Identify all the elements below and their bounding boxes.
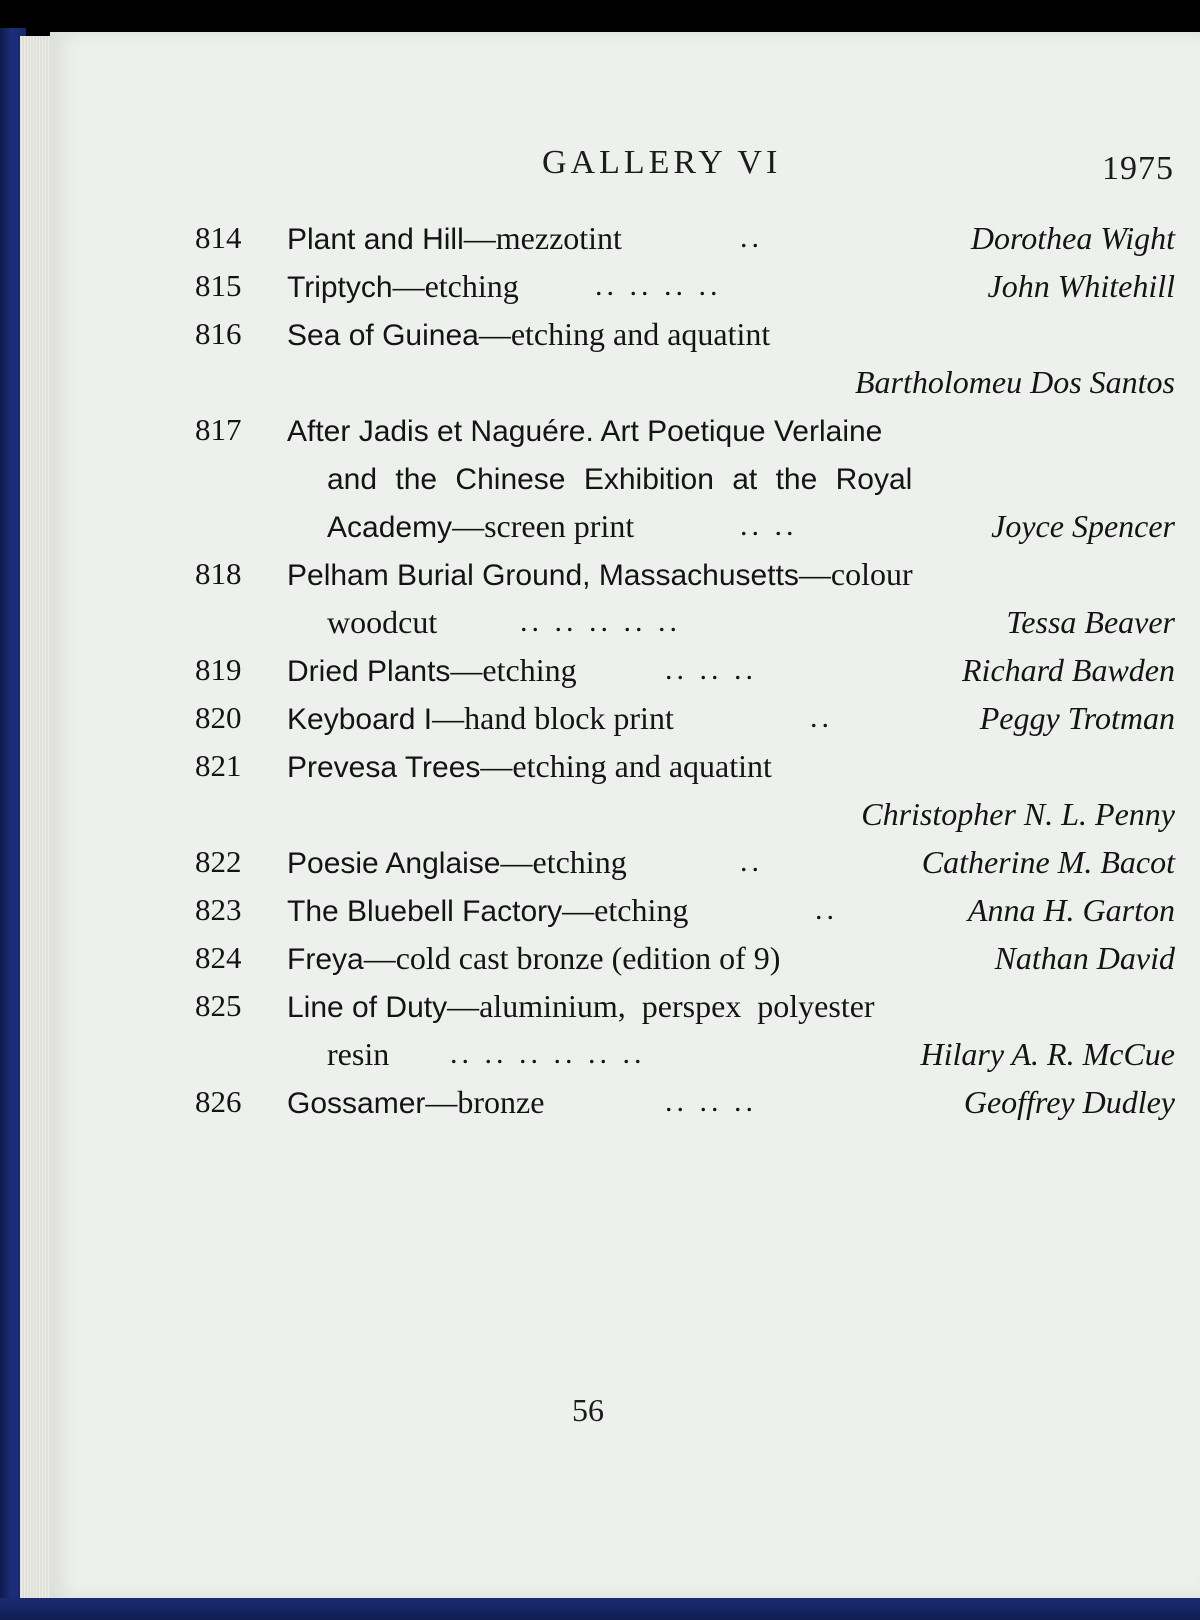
entry-artist: Nathan David xyxy=(994,940,1175,976)
leader-dots: .. .. .. .. .. xyxy=(520,605,681,638)
entry-title: Keyboard I xyxy=(287,703,433,736)
entry-title: Sea of Guinea xyxy=(287,319,479,352)
entry-artist: Dorothea Wight xyxy=(970,220,1175,256)
gallery-title: GALLERY VI xyxy=(542,144,782,181)
leader-dots: .. xyxy=(810,701,833,734)
catalogue-entry-815 xyxy=(195,262,1175,310)
entry-number: 816 xyxy=(195,316,242,351)
entry-title: Poesie Anglaise xyxy=(287,847,501,880)
catalogue-entry-823 xyxy=(195,886,1175,934)
entry-medium-continued: resin xyxy=(327,1036,390,1072)
entry-number: 819 xyxy=(195,652,242,687)
entry-artist: John Whitehill xyxy=(987,268,1175,304)
running-head xyxy=(0,144,1200,187)
catalogue-entry-824 xyxy=(195,934,1175,982)
catalogue-entry-826 xyxy=(195,1078,1175,1126)
entry-number: 821 xyxy=(195,748,242,783)
entry-artist: Joyce Spencer xyxy=(991,508,1175,544)
entry-medium-continued: woodcut xyxy=(327,604,438,640)
catalogue-entry-816 xyxy=(195,310,1175,406)
entry-title: Pelham Burial Ground, Massachusetts xyxy=(287,559,799,592)
leader-dots: .. xyxy=(740,845,763,878)
catalogue-entry-825 xyxy=(195,982,1175,1078)
catalogue-entry-821 xyxy=(195,742,1175,838)
entry-medium: —etching xyxy=(392,268,519,304)
entry-medium: —cold cast bronze (edition of 9) xyxy=(363,940,781,976)
catalogue-entry-819 xyxy=(195,646,1175,694)
entry-medium: —mezzotint xyxy=(463,220,622,256)
catalogue-entries xyxy=(195,214,1175,1126)
entry-number: 817 xyxy=(195,412,242,447)
entry-number: 815 xyxy=(195,268,242,303)
entry-title: Line of Duty xyxy=(287,991,448,1024)
leader-dots: .. xyxy=(740,221,763,254)
catalogue-entry-822 xyxy=(195,838,1175,886)
entry-title: Prevesa Trees xyxy=(287,751,481,784)
entry-medium: —etching xyxy=(500,844,627,880)
leader-dots: .. .. .. xyxy=(665,653,757,686)
catalogue-year: 1975 xyxy=(1102,150,1174,187)
entry-medium: —bronze xyxy=(425,1084,545,1120)
entry-title-line-3: Academy xyxy=(327,511,453,544)
entry-medium: —etching and aquatint xyxy=(480,748,772,784)
entry-number: 826 xyxy=(195,1084,242,1119)
entry-title: Plant and Hill xyxy=(287,223,464,256)
catalogue-entry-820 xyxy=(195,694,1175,742)
entry-number: 814 xyxy=(195,220,242,255)
page-number-text: 56 xyxy=(572,1392,604,1428)
entry-medium: —etching xyxy=(562,892,689,928)
entry-artist: Christopher N. L. Penny xyxy=(861,796,1175,832)
entry-number: 825 xyxy=(195,988,242,1023)
entry-number: 824 xyxy=(195,940,242,975)
entry-title-line-1: After Jadis et Naguére. Art Poetique Verlaine xyxy=(287,415,883,448)
leader-dots: .. .. xyxy=(740,509,798,542)
leader-dots: .. xyxy=(815,893,838,926)
entry-title: The Bluebell Factory xyxy=(287,895,563,928)
entry-medium: —etching xyxy=(450,652,577,688)
entry-artist: Peggy Trotman xyxy=(979,700,1175,736)
entry-artist: Catherine M. Bacot xyxy=(921,844,1175,880)
entry-artist: Richard Bawden xyxy=(962,652,1175,688)
entry-number: 818 xyxy=(195,556,242,591)
entry-title: Triptych xyxy=(287,271,393,304)
leader-dots: .. .. .. .. xyxy=(595,269,722,302)
catalogue-entry-818 xyxy=(195,550,1175,646)
entry-number: 820 xyxy=(195,700,242,735)
entry-number: 823 xyxy=(195,892,242,927)
entry-title: Dried Plants xyxy=(287,655,451,688)
entry-title: Gossamer xyxy=(287,1087,426,1120)
catalogue-entry-817 xyxy=(195,406,1175,550)
entry-artist: Bartholomeu Dos Santos xyxy=(855,364,1175,400)
entry-artist: Hilary A. R. McCue xyxy=(920,1036,1175,1072)
book-binding-bottom xyxy=(0,1598,1200,1620)
leader-dots: .. .. .. xyxy=(665,1085,757,1118)
entry-medium: —colour xyxy=(798,556,913,592)
entry-medium: —aluminium, perspex polyester xyxy=(447,988,875,1024)
entry-medium: —hand block print xyxy=(432,700,674,736)
entry-medium: —screen print xyxy=(452,508,635,544)
entry-number: 822 xyxy=(195,844,242,879)
entry-artist: Tessa Beaver xyxy=(1006,604,1175,640)
leader-dots: .. .. .. .. .. .. xyxy=(450,1037,646,1070)
entry-artist: Geoffrey Dudley xyxy=(963,1084,1175,1120)
entry-title: Freya xyxy=(287,943,364,976)
page-number xyxy=(0,1392,1200,1429)
entry-medium: —etching and aquatint xyxy=(478,316,771,352)
entry-artist: Anna H. Garton xyxy=(967,892,1175,928)
catalogue-entry-814 xyxy=(195,214,1175,262)
entry-title-line-2: and the Chinese Exhibition at the Royal xyxy=(327,463,913,496)
